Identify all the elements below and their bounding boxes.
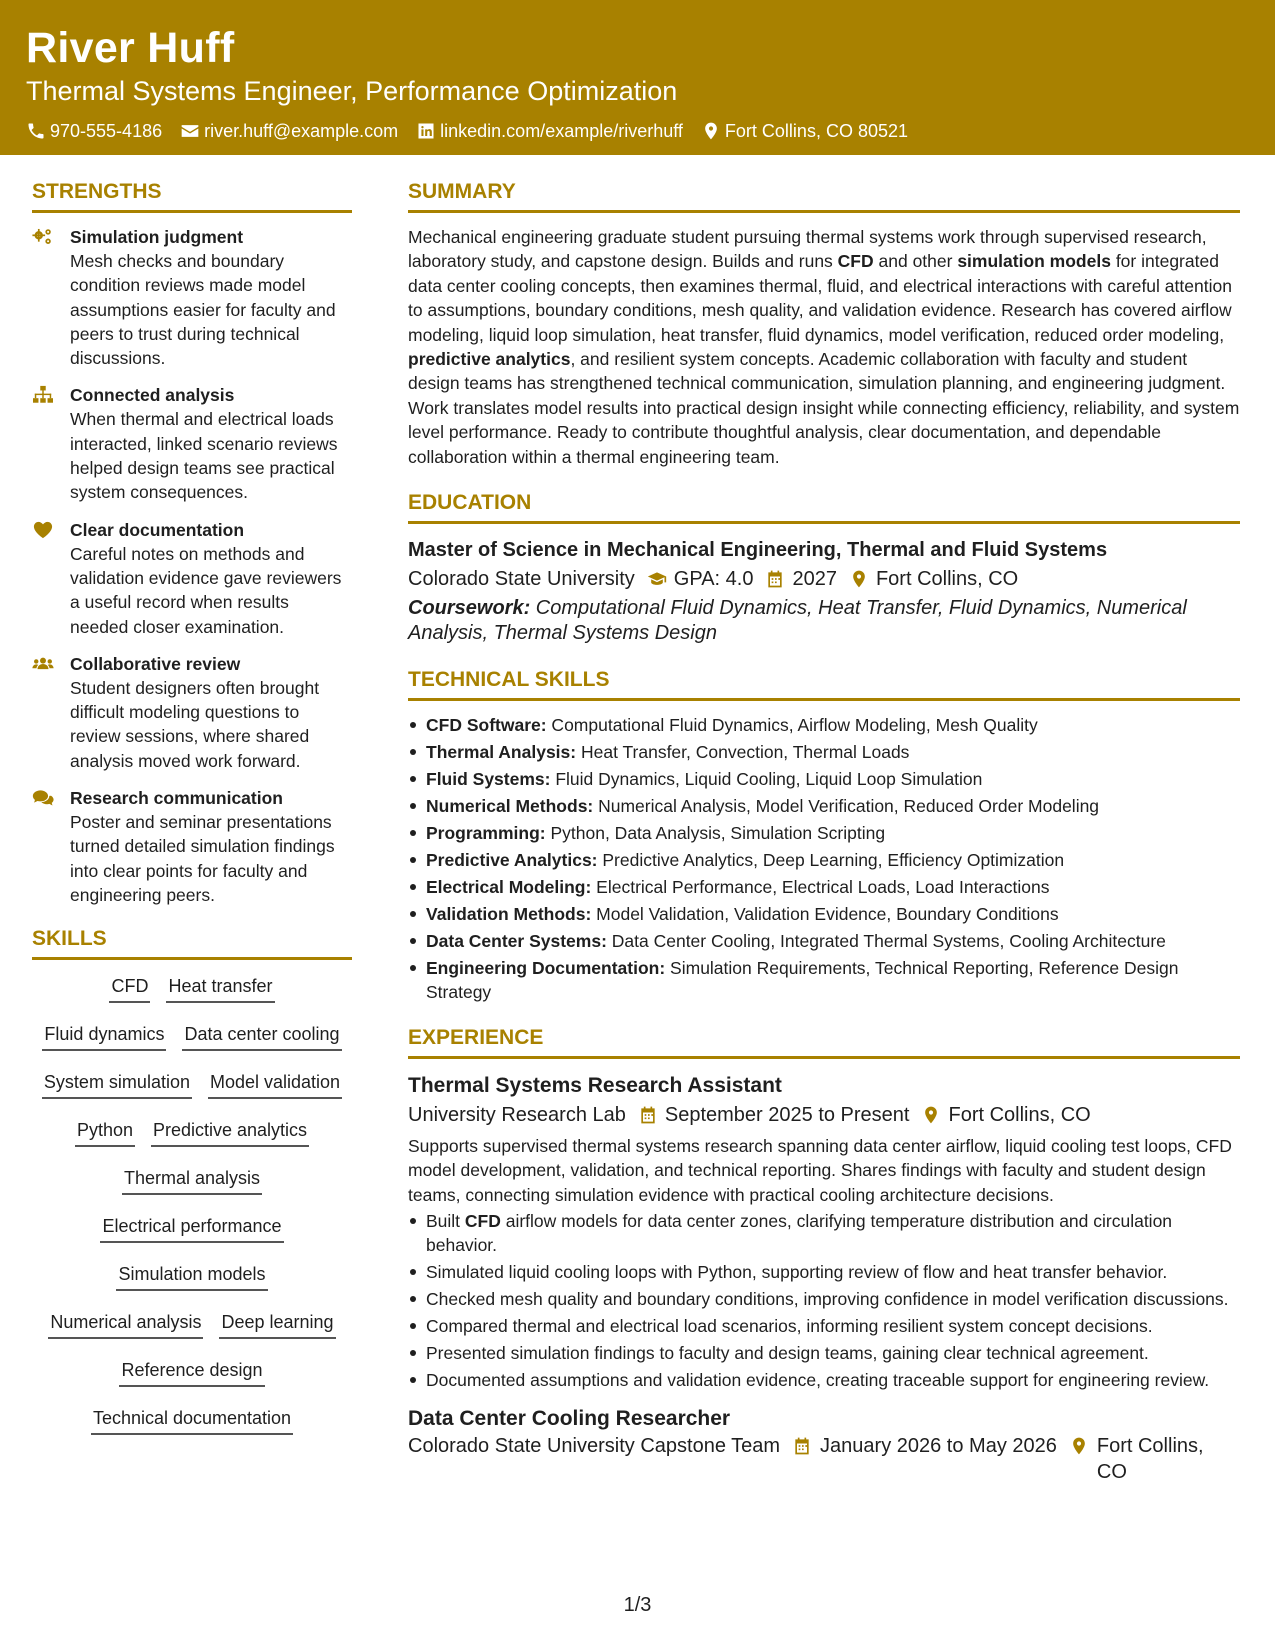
strength-title: Simulation judgment bbox=[70, 227, 244, 247]
list-item: Checked mesh quality and boundary conditions, improving confidence in model verification discussions. bbox=[408, 1287, 1240, 1311]
list-item: Compared thermal and electrical load scenarios, informing resilient system concept decisions. bbox=[408, 1314, 1240, 1338]
strength-title: Clear documentation bbox=[70, 519, 245, 540]
strengths-heading: STRENGTHS bbox=[32, 178, 352, 213]
education-meta bbox=[408, 564, 1240, 594]
school-location: Fort Collins, CO bbox=[849, 564, 1018, 594]
resume-header bbox=[0, 0, 1275, 155]
skill-tag: Simulation models bbox=[116, 1260, 267, 1291]
strength-desc: Mesh checks and boundary condition reviews made model assumptions easier for faculty and peers to trust during technical discussions. bbox=[70, 251, 336, 369]
skill-tag: Reference design bbox=[119, 1356, 264, 1387]
job-title: Data Center Cooling Researcher bbox=[408, 1407, 731, 1431]
coursework: Coursework: Computational Fluid Dynamics, Heat Transfer, Fluid Dynamics, Numerical Analysis, Thermal Systems Design bbox=[408, 597, 1187, 645]
strength-item bbox=[32, 652, 352, 773]
strength-desc: Student designers often brought difficult modeling questions to review sessions, where shared analysis moved work forward. bbox=[70, 677, 320, 771]
education-heading: EDUCATION bbox=[408, 489, 1240, 524]
school-name: Colorado State University bbox=[408, 568, 635, 591]
skill-tag: Python bbox=[75, 1116, 135, 1147]
technical-skills-heading: TECHNICAL SKILLS bbox=[408, 666, 1240, 701]
strength-item bbox=[32, 225, 352, 370]
contact-phone[interactable] bbox=[26, 120, 162, 142]
strength-item bbox=[32, 383, 352, 504]
skill-tag: Technical documentation bbox=[91, 1404, 293, 1435]
skill-tag: Deep learning bbox=[219, 1308, 335, 1339]
summary-heading: SUMMARY bbox=[408, 178, 1240, 213]
list-item: Presented simulation findings to faculty and design teams, gaining clear technical agreement. bbox=[408, 1341, 1240, 1365]
contact-location bbox=[701, 120, 908, 142]
gears-icon bbox=[32, 227, 54, 247]
map-marker-icon bbox=[1069, 1436, 1089, 1456]
skill-tag: Heat transfer bbox=[166, 972, 274, 1003]
list-item: Documented assumptions and validation evidence, creating traceable support for engineering review. bbox=[408, 1368, 1240, 1392]
candidate-title: Thermal Systems Engineer, Performance Optimization bbox=[26, 76, 678, 106]
list-item: Data Center Systems: Data Center Cooling, Integrated Thermal Systems, Cooling Architecture bbox=[408, 929, 1240, 953]
grad-year: 2027 bbox=[765, 564, 837, 594]
linkedin-icon bbox=[416, 121, 436, 141]
comments-icon bbox=[32, 788, 54, 808]
list-item: Predictive Analytics: Predictive Analytics, Deep Learning, Efficiency Optimization bbox=[408, 848, 1240, 872]
contact-email[interactable] bbox=[180, 120, 398, 142]
job-org: Colorado State University Capstone Team bbox=[408, 1435, 781, 1458]
list-item: Fluid Systems: Fluid Dynamics, Liquid Cooling, Liquid Loop Simulation bbox=[408, 767, 1240, 791]
candidate-name: River Huff bbox=[26, 24, 235, 72]
job-location: Fort Collins, CO bbox=[921, 1100, 1090, 1130]
email-text: river.huff@example.com bbox=[204, 121, 399, 141]
envelope-icon bbox=[180, 121, 200, 141]
list-item: Simulated liquid cooling loops with Python, supporting review of flow and heat transfer behavior. bbox=[408, 1260, 1240, 1284]
calendar-icon bbox=[765, 569, 785, 589]
phone-text: 970-555-4186 bbox=[50, 121, 163, 141]
experience-heading: EXPERIENCE bbox=[408, 1024, 1240, 1059]
strength-title: Connected analysis bbox=[70, 385, 235, 406]
heart-icon bbox=[32, 520, 54, 540]
strength-item bbox=[32, 786, 352, 907]
list-item: Thermal Analysis: Heat Transfer, Convection, Thermal Loads bbox=[408, 740, 1240, 764]
skill-tag: Fluid dynamics bbox=[42, 1020, 166, 1051]
job-dates: January 2026 to May 2026 bbox=[792, 1433, 1057, 1485]
contact-linkedin[interactable] bbox=[416, 120, 683, 142]
strength-title: Collaborative review bbox=[70, 653, 241, 674]
linkedin-text: linkedin.com/example/riverhuff bbox=[440, 121, 683, 141]
summary-text: Mechanical engineering graduate student pursuing thermal systems work through supervised research, laboratory study, and capstone design. Builds and runs CFD and other simulation models for integrated data center cooling concepts, then examines thermal, fluid, and electrical interactions with careful attention to assumptions, boundary conditions, mesh quality, and validation evidence. Research has covered airflow modeling, liquid loop simulation, heat transfer, fluid dynamics, model verification, reduced order modeling, predictive analytics, and resilient system concepts. Academic collaboration with faculty and student design teams has strengthened technical communication, simulation planning, and engineering judgment. Work translates model results into practical design insight while connecting efficiency, reliability, and system level performance. Ready to contribute thoughtful analysis, clear documentation, and dependable collaboration within a thermal engineering team. bbox=[408, 227, 1240, 467]
skill-tag: Electrical performance bbox=[100, 1212, 283, 1243]
map-marker-icon bbox=[849, 569, 869, 589]
strength-desc: When thermal and electrical loads interacted, linked scenario reviews helped design teams see practical system consequences. bbox=[70, 409, 338, 503]
list-item: CFD Software: Computational Fluid Dynamics, Airflow Modeling, Mesh Quality bbox=[408, 713, 1240, 737]
list-item: Validation Methods: Model Validation, Validation Evidence, Boundary Conditions bbox=[408, 902, 1240, 926]
job-location: Fort Collins, CO bbox=[1069, 1433, 1204, 1485]
users-icon bbox=[32, 654, 54, 674]
calendar-icon bbox=[792, 1436, 812, 1456]
hierarchy-icon bbox=[32, 385, 54, 405]
left-column bbox=[32, 178, 352, 1452]
skills-heading: SKILLS bbox=[32, 925, 352, 960]
skill-tag: CFD bbox=[109, 972, 150, 1003]
job-meta bbox=[408, 1100, 1240, 1130]
page-number: 1/3 bbox=[623, 1594, 652, 1616]
skill-tag: Data center cooling bbox=[182, 1020, 341, 1051]
list-item: Electrical Modeling: Electrical Performance, Electrical Loads, Load Interactions bbox=[408, 875, 1240, 899]
job-org: University Research Lab bbox=[408, 1104, 626, 1127]
list-item: Programming: Python, Data Analysis, Simulation Scripting bbox=[408, 821, 1240, 845]
skills-list bbox=[32, 972, 352, 1452]
phone-icon bbox=[26, 121, 46, 141]
graduation-cap-icon bbox=[647, 569, 667, 589]
gpa: GPA: 4.0 bbox=[647, 564, 754, 594]
skill-tag: System simulation bbox=[42, 1068, 192, 1099]
map-marker-icon bbox=[701, 121, 721, 141]
calendar-icon bbox=[638, 1105, 658, 1125]
strength-item bbox=[32, 518, 352, 639]
skill-tag: Numerical analysis bbox=[48, 1308, 203, 1339]
technical-skills-list bbox=[408, 713, 1240, 1004]
skill-tag: Predictive analytics bbox=[151, 1116, 309, 1147]
contact-bar bbox=[26, 120, 1249, 142]
degree-title: Master of Science in Mechanical Engineering, Thermal and Fluid Systems bbox=[408, 539, 1108, 562]
list-item: Engineering Documentation: Simulation Requirements, Technical Reporting, Reference Design Strategy bbox=[408, 956, 1240, 1004]
job-dates: September 2025 to Present bbox=[638, 1100, 910, 1130]
map-marker-icon bbox=[921, 1105, 941, 1125]
list-item: Numerical Methods: Numerical Analysis, Model Verification, Reduced Order Modeling bbox=[408, 794, 1240, 818]
strength-desc: Careful notes on methods and validation evidence gave reviewers a useful record when results needed closer examination. bbox=[70, 543, 342, 637]
skill-tag: Thermal analysis bbox=[122, 1164, 262, 1195]
job-bullets bbox=[408, 1209, 1240, 1392]
job-meta bbox=[408, 1433, 1240, 1485]
location-text: Fort Collins, CO 80521 bbox=[724, 121, 908, 141]
job-description: Supports supervised thermal systems research spanning data center airflow, liquid cooling test loops, CFD model development, validation, and technical reporting. Shares findings with faculty and student design teams, connecting simulation evidence with practical cooling architecture decisions. bbox=[408, 1136, 1232, 1205]
skill-tag: Model validation bbox=[208, 1068, 342, 1099]
job-title: Thermal Systems Research Assistant bbox=[408, 1074, 782, 1098]
list-item: Built CFD airflow models for data center zones, clarifying temperature distribution and circulation behavior. bbox=[408, 1209, 1240, 1257]
strength-title: Research communication bbox=[70, 788, 283, 809]
strength-desc: Poster and seminar presentations turned detailed simulation findings into clear points for faculty and engineering peers. bbox=[70, 812, 335, 905]
right-column bbox=[408, 178, 1240, 1485]
